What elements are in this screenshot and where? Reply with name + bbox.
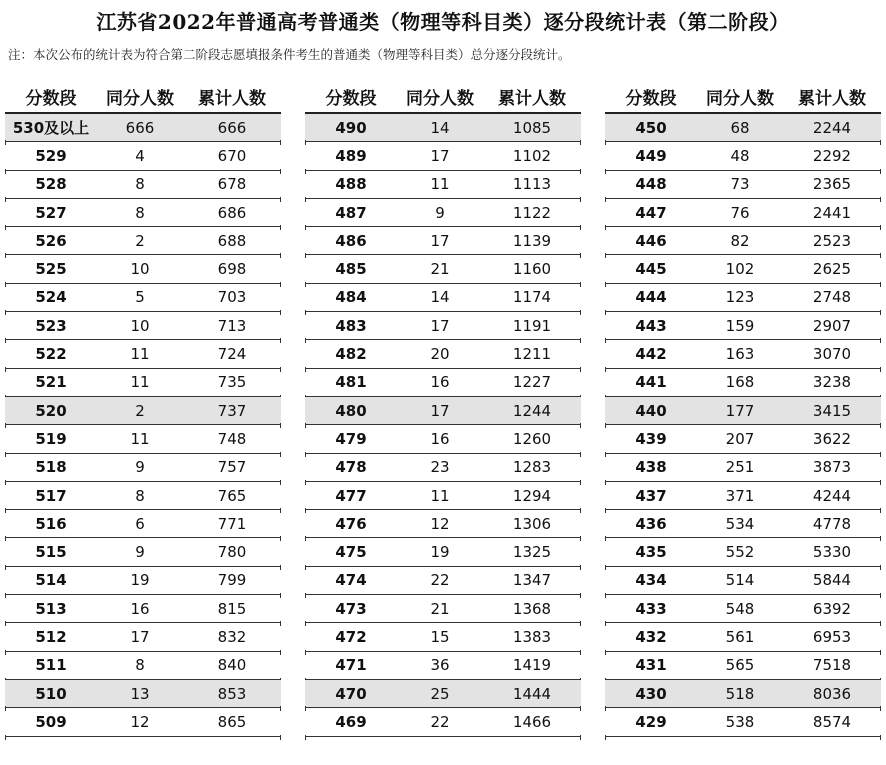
score-cell: 439 xyxy=(635,429,667,448)
table-row xyxy=(5,284,281,312)
same-count-cell: 21 xyxy=(430,599,450,618)
cumulative-cell: 2244 xyxy=(812,118,852,137)
score-table-1 xyxy=(5,80,281,737)
header-same: 同分人数 xyxy=(406,88,474,109)
same-count-cell: 8 xyxy=(135,656,145,675)
same-count-cell: 14 xyxy=(430,288,450,307)
cumulative-cell: 3873 xyxy=(812,458,852,477)
same-count-cell: 17 xyxy=(430,231,450,250)
cumulative-cell: 1306 xyxy=(512,514,552,533)
same-count-cell: 565 xyxy=(725,656,755,675)
table-row xyxy=(305,397,581,425)
cumulative-cell: 5330 xyxy=(812,543,852,562)
table-row xyxy=(605,652,881,680)
same-count-cell: 17 xyxy=(430,146,450,165)
header-same: 同分人数 xyxy=(106,88,174,109)
table-row xyxy=(5,708,281,736)
cumulative-cell: 771 xyxy=(217,514,247,533)
score-cell: 514 xyxy=(35,571,67,590)
table-row xyxy=(305,425,581,453)
cumulative-cell: 1283 xyxy=(512,458,552,477)
same-count-cell: 163 xyxy=(725,345,755,364)
score-cell: 526 xyxy=(35,231,67,250)
table-row xyxy=(605,510,881,538)
table-row xyxy=(5,227,281,255)
cumulative-cell: 3622 xyxy=(812,429,852,448)
same-count-cell: 16 xyxy=(130,599,150,618)
same-count-cell: 561 xyxy=(725,627,755,646)
table-row xyxy=(5,425,281,453)
same-count-cell: 666 xyxy=(125,118,155,137)
table-row xyxy=(305,199,581,227)
same-count-cell: 11 xyxy=(130,345,150,364)
same-count-cell: 548 xyxy=(725,599,755,618)
score-cell: 442 xyxy=(635,345,667,364)
score-cell: 527 xyxy=(35,203,67,222)
same-count-cell: 9 xyxy=(135,458,145,477)
score-cell: 488 xyxy=(335,175,367,194)
cumulative-cell: 1160 xyxy=(512,260,552,279)
same-count-cell: 177 xyxy=(725,401,755,420)
header-same: 同分人数 xyxy=(706,88,774,109)
score-cell: 435 xyxy=(635,543,667,562)
cumulative-cell: 1419 xyxy=(512,656,552,675)
same-count-cell: 10 xyxy=(130,316,150,335)
table-row xyxy=(5,538,281,566)
cumulative-cell: 765 xyxy=(217,486,247,505)
score-cell: 446 xyxy=(635,231,667,250)
score-cell: 485 xyxy=(335,260,367,279)
score-cell: 430 xyxy=(635,684,667,703)
header-score: 分数段 xyxy=(625,88,677,109)
same-count-cell: 20 xyxy=(430,345,450,364)
cumulative-cell: 3238 xyxy=(812,373,852,392)
score-cell: 443 xyxy=(635,316,667,335)
score-cell: 475 xyxy=(335,543,367,562)
same-count-cell: 8 xyxy=(135,175,145,194)
table-header xyxy=(5,80,281,114)
score-cell: 470 xyxy=(335,684,367,703)
same-count-cell: 5 xyxy=(135,288,145,307)
same-count-cell: 22 xyxy=(430,571,450,590)
score-cell: 450 xyxy=(635,118,667,137)
score-cell: 519 xyxy=(35,429,67,448)
score-cell: 523 xyxy=(35,316,67,335)
same-count-cell: 168 xyxy=(725,373,755,392)
table-row xyxy=(5,171,281,199)
same-count-cell: 36 xyxy=(430,656,450,675)
cumulative-cell: 757 xyxy=(217,458,247,477)
table-row xyxy=(5,567,281,595)
table-row xyxy=(605,595,881,623)
cumulative-cell: 3415 xyxy=(812,401,852,420)
score-cell: 429 xyxy=(635,712,667,731)
table-row xyxy=(605,482,881,510)
score-cell: 515 xyxy=(35,543,67,562)
same-count-cell: 76 xyxy=(730,203,750,222)
table-row xyxy=(605,369,881,397)
score-cell: 437 xyxy=(635,486,667,505)
score-cell: 530及以上 xyxy=(12,119,90,138)
cumulative-cell: 666 xyxy=(217,118,247,137)
score-cell: 436 xyxy=(635,514,667,533)
table-row xyxy=(605,538,881,566)
table-row xyxy=(305,284,581,312)
score-cell: 471 xyxy=(335,656,367,675)
cumulative-cell: 832 xyxy=(217,627,247,646)
same-count-cell: 12 xyxy=(130,712,150,731)
same-count-cell: 25 xyxy=(430,684,450,703)
table-row xyxy=(5,199,281,227)
cumulative-cell: 1211 xyxy=(512,345,552,364)
cumulative-cell: 8574 xyxy=(812,712,852,731)
table-row xyxy=(605,454,881,482)
score-cell: 511 xyxy=(35,656,67,675)
score-cell: 489 xyxy=(335,146,367,165)
same-count-cell: 8 xyxy=(135,486,145,505)
same-count-cell: 159 xyxy=(725,316,755,335)
cumulative-cell: 1466 xyxy=(512,712,552,731)
table-row xyxy=(5,397,281,425)
table-row xyxy=(5,340,281,368)
cumulative-cell: 1085 xyxy=(512,118,552,137)
cumulative-cell: 6392 xyxy=(812,599,852,618)
score-cell: 522 xyxy=(35,345,67,364)
same-count-cell: 11 xyxy=(130,373,150,392)
score-cell: 528 xyxy=(35,175,67,194)
cumulative-cell: 1368 xyxy=(512,599,552,618)
same-count-cell: 19 xyxy=(430,543,450,562)
score-cell: 482 xyxy=(335,345,367,364)
same-count-cell: 538 xyxy=(725,712,755,731)
cumulative-cell: 2625 xyxy=(812,260,852,279)
cumulative-cell: 748 xyxy=(217,429,247,448)
same-count-cell: 552 xyxy=(725,543,755,562)
cumulative-cell: 1113 xyxy=(512,175,552,194)
score-cell: 524 xyxy=(35,288,67,307)
table-row xyxy=(5,623,281,651)
score-cell: 445 xyxy=(635,260,667,279)
cumulative-cell: 1174 xyxy=(512,288,552,307)
cumulative-cell: 1347 xyxy=(512,571,552,590)
cumulative-cell: 799 xyxy=(217,571,247,590)
cumulative-cell: 724 xyxy=(217,345,247,364)
score-cell: 484 xyxy=(335,288,367,307)
score-cell: 431 xyxy=(635,656,667,675)
table-row xyxy=(305,340,581,368)
score-cell: 434 xyxy=(635,571,667,590)
same-count-cell: 11 xyxy=(430,175,450,194)
cumulative-cell: 865 xyxy=(217,712,247,731)
cumulative-cell: 1260 xyxy=(512,429,552,448)
cumulative-cell: 8036 xyxy=(812,684,852,703)
cumulative-cell: 1383 xyxy=(512,627,552,646)
same-count-cell: 12 xyxy=(430,514,450,533)
cumulative-cell: 1102 xyxy=(512,146,552,165)
same-count-cell: 73 xyxy=(730,175,750,194)
table-row xyxy=(605,340,881,368)
table-row xyxy=(305,708,581,736)
same-count-cell: 16 xyxy=(430,373,450,392)
table-row xyxy=(305,623,581,651)
table-row xyxy=(305,680,581,708)
same-count-cell: 10 xyxy=(130,260,150,279)
score-cell: 510 xyxy=(35,684,67,703)
cumulative-cell: 815 xyxy=(217,599,247,618)
table-row xyxy=(5,369,281,397)
table-row xyxy=(305,227,581,255)
header-cumulative: 累计人数 xyxy=(498,88,566,109)
cumulative-cell: 670 xyxy=(217,146,247,165)
table-header xyxy=(305,80,581,114)
table-row xyxy=(305,652,581,680)
same-count-cell: 15 xyxy=(430,627,450,646)
score-cell: 517 xyxy=(35,486,67,505)
table-row xyxy=(605,227,881,255)
same-count-cell: 9 xyxy=(435,203,445,222)
table-row xyxy=(605,284,881,312)
header-cumulative: 累计人数 xyxy=(198,88,266,109)
cumulative-cell: 2365 xyxy=(812,175,852,194)
same-count-cell: 2 xyxy=(135,401,145,420)
cumulative-cell: 4778 xyxy=(812,514,852,533)
same-count-cell: 19 xyxy=(130,571,150,590)
same-count-cell: 13 xyxy=(130,684,150,703)
same-count-cell: 23 xyxy=(430,458,450,477)
same-count-cell: 82 xyxy=(730,231,750,250)
table-row xyxy=(305,510,581,538)
cumulative-cell: 1325 xyxy=(512,543,552,562)
score-cell: 516 xyxy=(35,514,67,533)
cumulative-cell: 7518 xyxy=(812,656,852,675)
table-row xyxy=(605,312,881,340)
same-count-cell: 251 xyxy=(725,458,755,477)
same-count-cell: 21 xyxy=(430,260,450,279)
cumulative-cell: 713 xyxy=(217,316,247,335)
score-cell: 490 xyxy=(335,118,367,137)
same-count-cell: 6 xyxy=(135,514,145,533)
score-cell: 444 xyxy=(635,288,667,307)
table-row xyxy=(5,114,281,142)
score-cell: 529 xyxy=(35,146,67,165)
score-cell: 509 xyxy=(35,712,67,731)
table-row xyxy=(605,425,881,453)
cumulative-cell: 686 xyxy=(217,203,247,222)
score-cell: 473 xyxy=(335,599,367,618)
same-count-cell: 17 xyxy=(130,627,150,646)
same-count-cell: 9 xyxy=(135,543,145,562)
cumulative-cell: 840 xyxy=(217,656,247,675)
table-row xyxy=(305,312,581,340)
header-score: 分数段 xyxy=(25,88,77,109)
cumulative-cell: 1139 xyxy=(512,231,552,250)
score-cell: 433 xyxy=(635,599,667,618)
table-row xyxy=(305,114,581,142)
score-cell: 520 xyxy=(35,401,67,420)
score-cell: 525 xyxy=(35,260,67,279)
cumulative-cell: 678 xyxy=(217,175,247,194)
score-cell: 513 xyxy=(35,599,67,618)
page-title: 江苏省2022年普通高考普通类（物理等科目类）逐分段统计表（第二阶段） xyxy=(96,10,790,34)
cumulative-cell: 688 xyxy=(217,231,247,250)
cumulative-cell: 2907 xyxy=(812,316,852,335)
score-table-2 xyxy=(305,80,581,737)
cumulative-cell: 735 xyxy=(217,373,247,392)
cumulative-cell: 5844 xyxy=(812,571,852,590)
same-count-cell: 2 xyxy=(135,231,145,250)
same-count-cell: 102 xyxy=(725,260,755,279)
score-cell: 449 xyxy=(635,146,667,165)
score-cell: 486 xyxy=(335,231,367,250)
score-cell: 472 xyxy=(335,627,367,646)
same-count-cell: 17 xyxy=(430,401,450,420)
table-row xyxy=(5,255,281,283)
table-row xyxy=(5,312,281,340)
score-cell: 483 xyxy=(335,316,367,335)
cumulative-cell: 2441 xyxy=(812,203,852,222)
header-cumulative: 累计人数 xyxy=(798,88,866,109)
table-row xyxy=(605,623,881,651)
cumulative-cell: 3070 xyxy=(812,345,852,364)
table-row xyxy=(305,171,581,199)
score-cell: 480 xyxy=(335,401,367,420)
same-count-cell: 17 xyxy=(430,316,450,335)
same-count-cell: 207 xyxy=(725,429,755,448)
same-count-cell: 514 xyxy=(725,571,755,590)
same-count-cell: 4 xyxy=(135,146,145,165)
cumulative-cell: 1294 xyxy=(512,486,552,505)
table-row xyxy=(5,510,281,538)
same-count-cell: 518 xyxy=(725,684,755,703)
same-count-cell: 534 xyxy=(725,514,755,533)
score-table-3 xyxy=(605,80,881,737)
table-row xyxy=(305,595,581,623)
score-cell: 441 xyxy=(635,373,667,392)
table-row xyxy=(5,454,281,482)
table-row xyxy=(305,255,581,283)
table-row xyxy=(305,482,581,510)
same-count-cell: 11 xyxy=(430,486,450,505)
table-row xyxy=(605,680,881,708)
cumulative-cell: 6953 xyxy=(812,627,852,646)
score-cell: 440 xyxy=(635,401,667,420)
table-row xyxy=(5,680,281,708)
score-cell: 487 xyxy=(335,203,367,222)
table-row xyxy=(5,595,281,623)
table-row xyxy=(305,538,581,566)
cumulative-cell: 1444 xyxy=(512,684,552,703)
cumulative-cell: 2523 xyxy=(812,231,852,250)
table-row xyxy=(605,397,881,425)
cumulative-cell: 2748 xyxy=(812,288,852,307)
score-cell: 512 xyxy=(35,627,67,646)
same-count-cell: 371 xyxy=(725,486,755,505)
cumulative-cell: 1244 xyxy=(512,401,552,420)
table-row xyxy=(5,652,281,680)
same-count-cell: 68 xyxy=(730,118,750,137)
score-cell: 518 xyxy=(35,458,67,477)
table-row xyxy=(605,199,881,227)
cumulative-cell: 698 xyxy=(217,260,247,279)
table-row xyxy=(305,454,581,482)
same-count-cell: 11 xyxy=(130,429,150,448)
cumulative-cell: 780 xyxy=(217,543,247,562)
table-row xyxy=(305,142,581,170)
score-cell: 438 xyxy=(635,458,667,477)
score-cell: 481 xyxy=(335,373,367,392)
cumulative-cell: 703 xyxy=(217,288,247,307)
table-body xyxy=(605,114,881,737)
table-row xyxy=(605,142,881,170)
note-text: 注：本次公布的统计表为符合第二阶段志愿填报条件考生的普通类（物理等科目类）总分逐分段统计。 xyxy=(8,47,571,62)
same-count-cell: 22 xyxy=(430,712,450,731)
cumulative-cell: 737 xyxy=(217,401,247,420)
table-row xyxy=(5,142,281,170)
score-cell: 521 xyxy=(35,373,67,392)
table-row xyxy=(305,567,581,595)
cumulative-cell: 4244 xyxy=(812,486,852,505)
table-row xyxy=(605,708,881,736)
table-body xyxy=(5,114,281,737)
table-row xyxy=(305,369,581,397)
cumulative-cell: 1227 xyxy=(512,373,552,392)
table-row xyxy=(5,482,281,510)
same-count-cell: 14 xyxy=(430,118,450,137)
table-body xyxy=(305,114,581,737)
same-count-cell: 123 xyxy=(725,288,755,307)
cumulative-cell: 1191 xyxy=(512,316,552,335)
cumulative-cell: 1122 xyxy=(512,203,552,222)
cumulative-cell: 853 xyxy=(217,684,247,703)
same-count-cell: 16 xyxy=(430,429,450,448)
table-row xyxy=(605,255,881,283)
table-row xyxy=(605,567,881,595)
header-score: 分数段 xyxy=(325,88,377,109)
score-cell: 474 xyxy=(335,571,367,590)
score-cell: 447 xyxy=(635,203,667,222)
score-cell: 432 xyxy=(635,627,667,646)
cumulative-cell: 2292 xyxy=(812,146,852,165)
table-header xyxy=(605,80,881,114)
same-count-cell: 48 xyxy=(730,146,750,165)
score-cell: 448 xyxy=(635,175,667,194)
score-cell: 478 xyxy=(335,458,367,477)
table-row xyxy=(605,114,881,142)
score-cell: 469 xyxy=(335,712,367,731)
same-count-cell: 8 xyxy=(135,203,145,222)
score-cell: 477 xyxy=(335,486,367,505)
score-cell: 476 xyxy=(335,514,367,533)
table-row xyxy=(605,171,881,199)
score-cell: 479 xyxy=(335,429,367,448)
